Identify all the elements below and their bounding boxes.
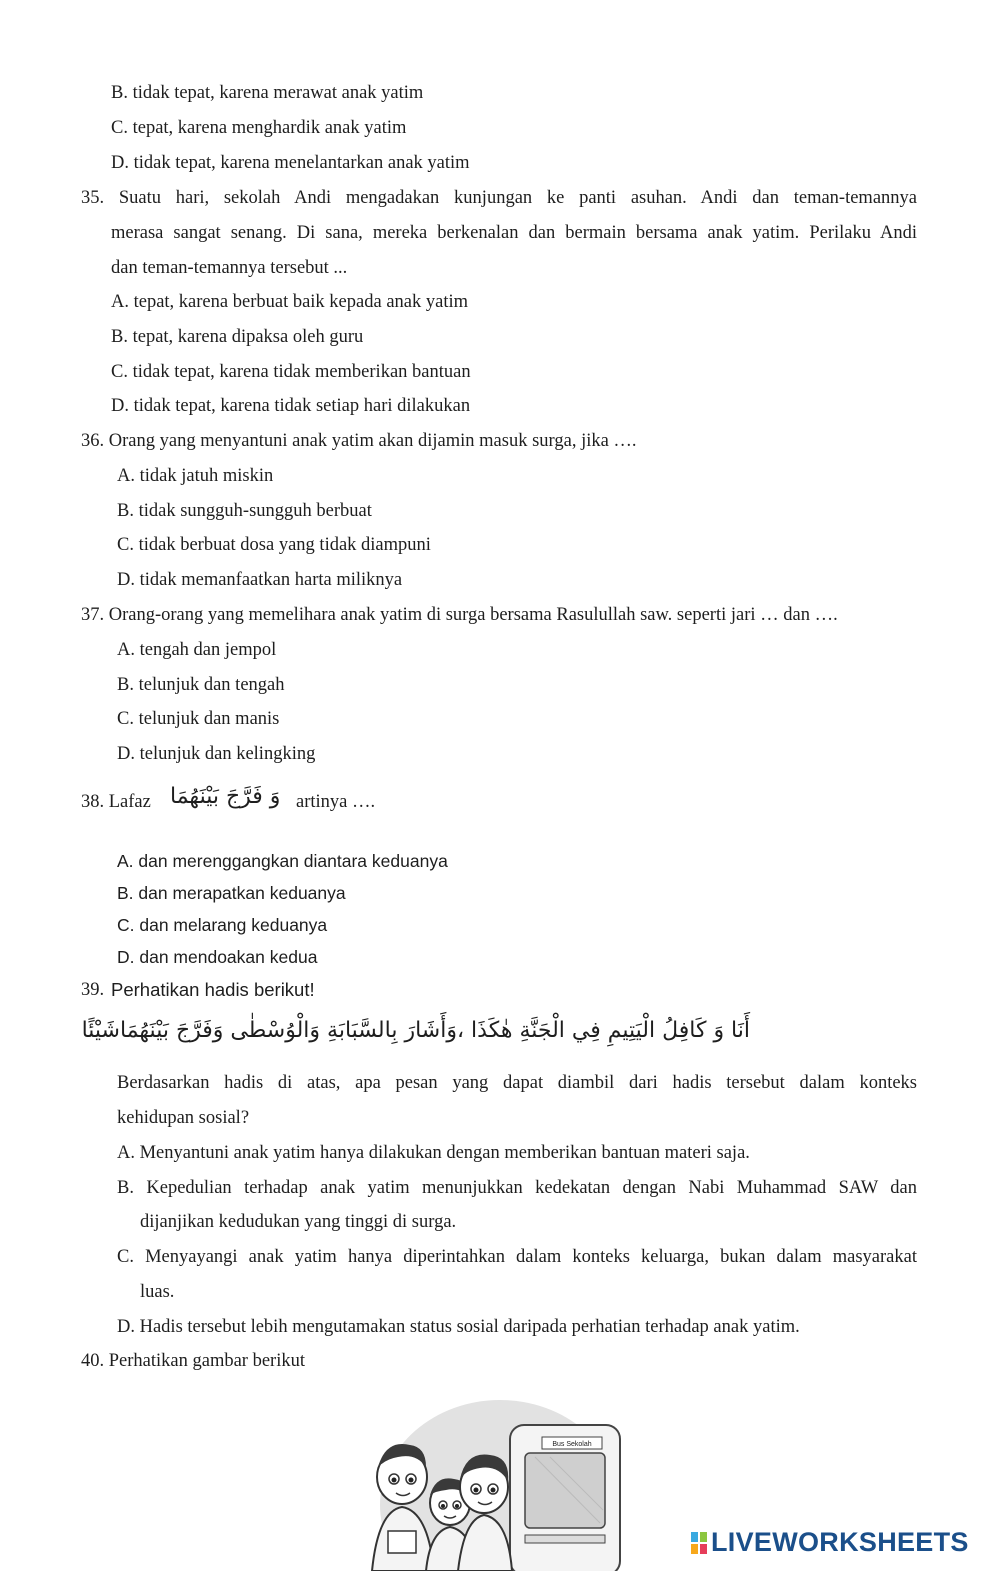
q38-suffix: artinya …. <box>296 792 376 812</box>
q39-question-line2: kehidupan sosial? <box>117 1108 250 1128</box>
q35-option-a: A. tepat, karena berbuat baik kepada anak yatim <box>111 292 468 312</box>
q34-option-d: D. tidak tepat, karena menelantarkan anak yatim <box>111 153 470 173</box>
q39-option-c-line1: C. Menyayangi anak yatim hanya diperintahkan dalam konteks keluarga, bukan dalam masyarakat <box>117 1247 917 1267</box>
q39-option-d: D. Hadis tersebut lebih mengutamakan status sosial daripada perhatian terhadap anak yatim. <box>117 1317 800 1337</box>
q34-option-c: C. tepat, karena menghardik anak yatim <box>111 118 407 138</box>
liveworksheets-icon <box>690 1531 708 1555</box>
q40-stem: 40. Perhatikan gambar berikut <box>81 1351 305 1371</box>
q35-stem-line2: merasa sangat senang. Di sana, mereka berkenalan dan bermain bersama anak yatim. Perilaku Andi <box>111 223 917 243</box>
q35-option-c: C. tidak tepat, karena tidak memberikan bantuan <box>111 362 471 382</box>
q38-prefix: 38. Lafaz <box>81 792 151 812</box>
liveworksheets-text: LIVEWORKSHEETS <box>711 1527 969 1557</box>
q39-option-b-line1: B. Kepedulian terhadap anak yatim menunjukkan kedekatan dengan Nabi Muhammad SAW dan <box>117 1178 917 1198</box>
q39-option-c-line2: luas. <box>140 1282 175 1302</box>
q39-number: 39. <box>81 980 105 1000</box>
q36-stem: 36. Orang yang menyantuni anak yatim akan dijamin masuk surga, jika …. <box>81 431 637 451</box>
bus-sign-text: Bus Sekolah <box>552 1441 592 1448</box>
q38-arabic-lafaz: وَ فَرَّجَ بَيْنَهُمَا <box>170 784 281 809</box>
q39-stem: Perhatikan hadis berikut! <box>111 979 315 1000</box>
q34-option-b: B. tidak tepat, karena merawat anak yatim <box>111 83 424 103</box>
q36-option-a: A. tidak jatuh miskin <box>117 466 274 486</box>
q38-option-a: A. dan merenggangkan diantara keduanya <box>117 851 448 871</box>
q35-option-b: B. tepat, karena dipaksa oleh guru <box>111 327 364 347</box>
q37-option-d: D. telunjuk dan kelingking <box>117 744 316 764</box>
q38-option-d: D. dan mendoakan kedua <box>117 947 318 967</box>
q36-option-c: C. tidak berbuat dosa yang tidak diampuni <box>117 535 431 555</box>
q35-option-d: D. tidak tepat, karena tidak setiap hari dilakukan <box>111 396 471 416</box>
q36-option-b: B. tidak sungguh-sungguh berbuat <box>117 501 372 521</box>
liveworksheets-logo <box>690 1527 969 1558</box>
q37-option-a: A. tengah dan jempol <box>117 640 277 660</box>
q35-stem-line1: 35. Suatu hari, sekolah Andi mengadakan kunjungan ke panti asuhan. Andi dan teman-temannya <box>81 188 917 208</box>
q39-question-line1: Berdasarkan hadis di atas, apa pesan yang dapat diambil dari hadis tersebut dalam konteks <box>117 1073 917 1093</box>
q39-option-a: A. Menyantuni anak yatim hanya dilakukan dengan memberikan bantuan materi saja. <box>117 1143 750 1163</box>
q38-option-c: C. dan melarang keduanya <box>117 915 328 935</box>
bus-drawing <box>510 1425 620 1571</box>
q37-stem: 37. Orang-orang yang memelihara anak yatim di surga bersama Rasulullah saw. seperti jari … dan …. <box>81 605 838 625</box>
q37-option-c: C. telunjuk dan manis <box>117 709 280 729</box>
q39-option-b-line2: dijanjikan kedudukan yang tinggi di surga. <box>140 1212 457 1232</box>
q37-option-b: B. telunjuk dan tengah <box>117 675 285 695</box>
q38-option-b: B. dan merapatkan keduanya <box>117 883 346 903</box>
q39-hadith-arabic: أَنَا وَ كَافِلُ الْيَتِيمِ فِي الْجَنَّةِ هٰكَذَا ،وَأَشَارَ بِالسَّبَابَةِ وَالْوُسْطٰى وَفَرَّجَ بَيْنَهُمَاشَيْئًا <box>81 1018 750 1043</box>
q36-option-d: D. tidak memanfaatkan harta miliknya <box>117 570 403 590</box>
school-bus-children-illustration <box>360 1395 630 1571</box>
q35-stem-line3: dan teman-temannya tersebut ... <box>111 258 348 278</box>
